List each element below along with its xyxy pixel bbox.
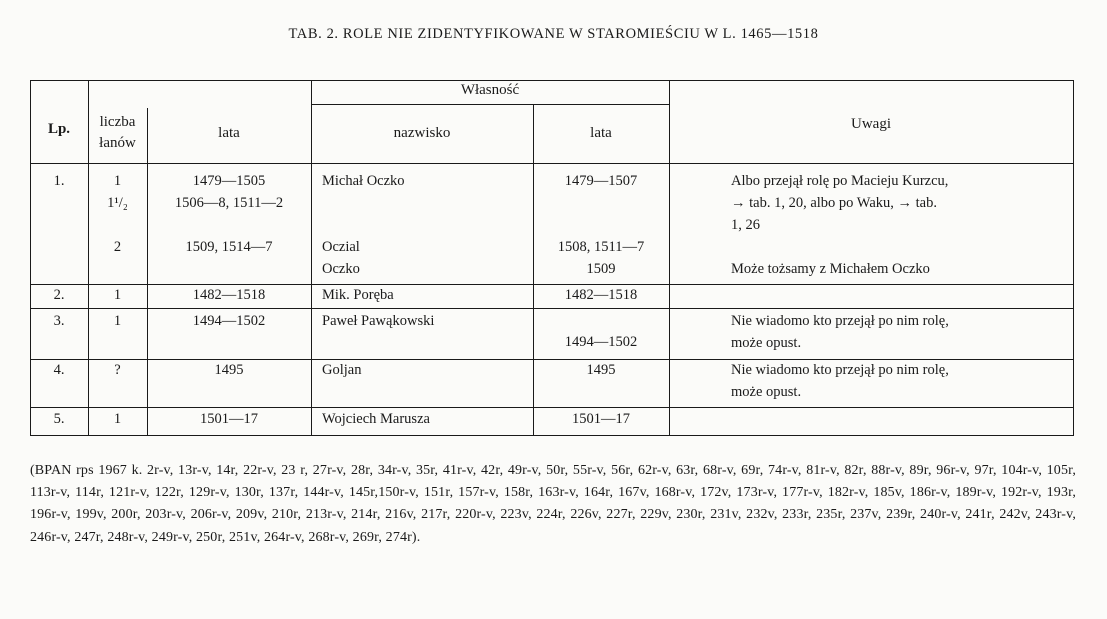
header-uwagi: Uwagi bbox=[851, 116, 891, 132]
row-lata: 1494—1502 bbox=[192, 313, 266, 329]
row-lanow: 1 bbox=[113, 313, 122, 329]
row-lp: 4. bbox=[53, 362, 65, 378]
row-lata: 1501—17 bbox=[200, 411, 258, 427]
row-lata-wlasnosc: 1479—1507 1508, 1511—7 1509 bbox=[557, 173, 645, 277]
header-liczba-lanow: liczba łanów bbox=[99, 114, 136, 151]
row-nazwisko: Wojciech Marusza bbox=[322, 411, 430, 427]
header-lata-wlasnosc: lata bbox=[590, 125, 612, 141]
row-lp: 3. bbox=[53, 313, 65, 329]
row-lp: 2. bbox=[53, 287, 65, 303]
table-title: TAB. 2. ROLE NIE ZIDENTYFIKOWANE W STAROMIEŚCIU W L. 1465—1518 bbox=[288, 26, 819, 42]
row-lanow: ? bbox=[114, 362, 121, 378]
header-lp: Lp. bbox=[47, 121, 71, 137]
row-lata-wlasnosc: 1482—1518 bbox=[564, 287, 638, 303]
row-uwagi: Nie wiadomo kto przejął po nim rolę, może opust. bbox=[731, 313, 949, 351]
row-lata-wlasnosc: 1495 bbox=[586, 362, 616, 378]
header-nazwisko: nazwisko bbox=[393, 125, 451, 141]
row-lata-wlasnosc: 1501—17 bbox=[572, 411, 630, 427]
source-footnote: (BPAN rps 1967 k. 2r-v, 13r-v, 14r, 22r-v, 23 r, 27r-v, 28r, 34r-v, 35r, 41r-v, 42r, 49r-v, 50r, 55r-v, 56r, 62r-v, 63r, 68r-v, 69r, 74r-v, 81r-v, 82r, 88r-v, 89r, 96r-v, 97r, 104r-v, 105r, 113r-v, 114r, 121r-v, 122r, 129r-v, 130r, 137r, 144r-v, 145r,150r-v, 151r, 157r-v, 158r, 163r-v, 164r, 167v, 168r-v, 172v, 173r-v, 177r-v, 182r-v, 185v, 186r-v, 189r-v, 192r-v, 193r, 196r-v, 199v, 200r, 203r-v, 206r-v, 209v, 210r, 213r-v, 214r, 216v, 217r, 220r-v, 223v, 224r, 226v, 227r, 229v, 230r, 231v, 232v, 233r, 235r, 237v, 239r, 240r-v, 241r, 242v, 243r-v, 246r-v, 247r, 248r-v, 249r-v, 250r, 251v, 264r-v, 268r-v, 269r, 274r). bbox=[30, 463, 1076, 545]
row-nazwisko: Paweł Pawąkowski bbox=[322, 313, 435, 329]
row-nazwisko: Michał Oczko Oczial Oczko bbox=[322, 173, 405, 277]
row-lanow: 1 1¹/₂ 2 bbox=[107, 173, 128, 255]
row-lanow: 1 bbox=[113, 287, 122, 303]
row-uwagi: Albo przejął rolę po Macieju Kurzcu, → tab. 1, 20, albo po Waku, → tab. 1, 26 Może tożsamy z Michałem Oczko bbox=[731, 173, 949, 277]
row-lanow: 1 bbox=[113, 411, 122, 427]
row-lp: 5. bbox=[53, 411, 65, 427]
row-lata: 1482—1518 bbox=[192, 287, 266, 303]
row-lata-wlasnosc: 1494—1502 bbox=[564, 334, 638, 350]
row-nazwisko: Goljan bbox=[322, 362, 362, 378]
header-lata: lata bbox=[218, 125, 240, 141]
row-lata: 1495 bbox=[214, 362, 244, 378]
row-lata: 1479—1505 1506—8, 1511—2 1509, 1514—7 bbox=[174, 173, 284, 255]
row-lp: 1. bbox=[53, 173, 65, 189]
header-wlasnosc: Własność bbox=[460, 82, 520, 98]
row-uwagi: Nie wiadomo kto przejął po nim rolę, może opust. bbox=[731, 362, 949, 400]
row-nazwisko: Mik. Poręba bbox=[322, 287, 394, 303]
